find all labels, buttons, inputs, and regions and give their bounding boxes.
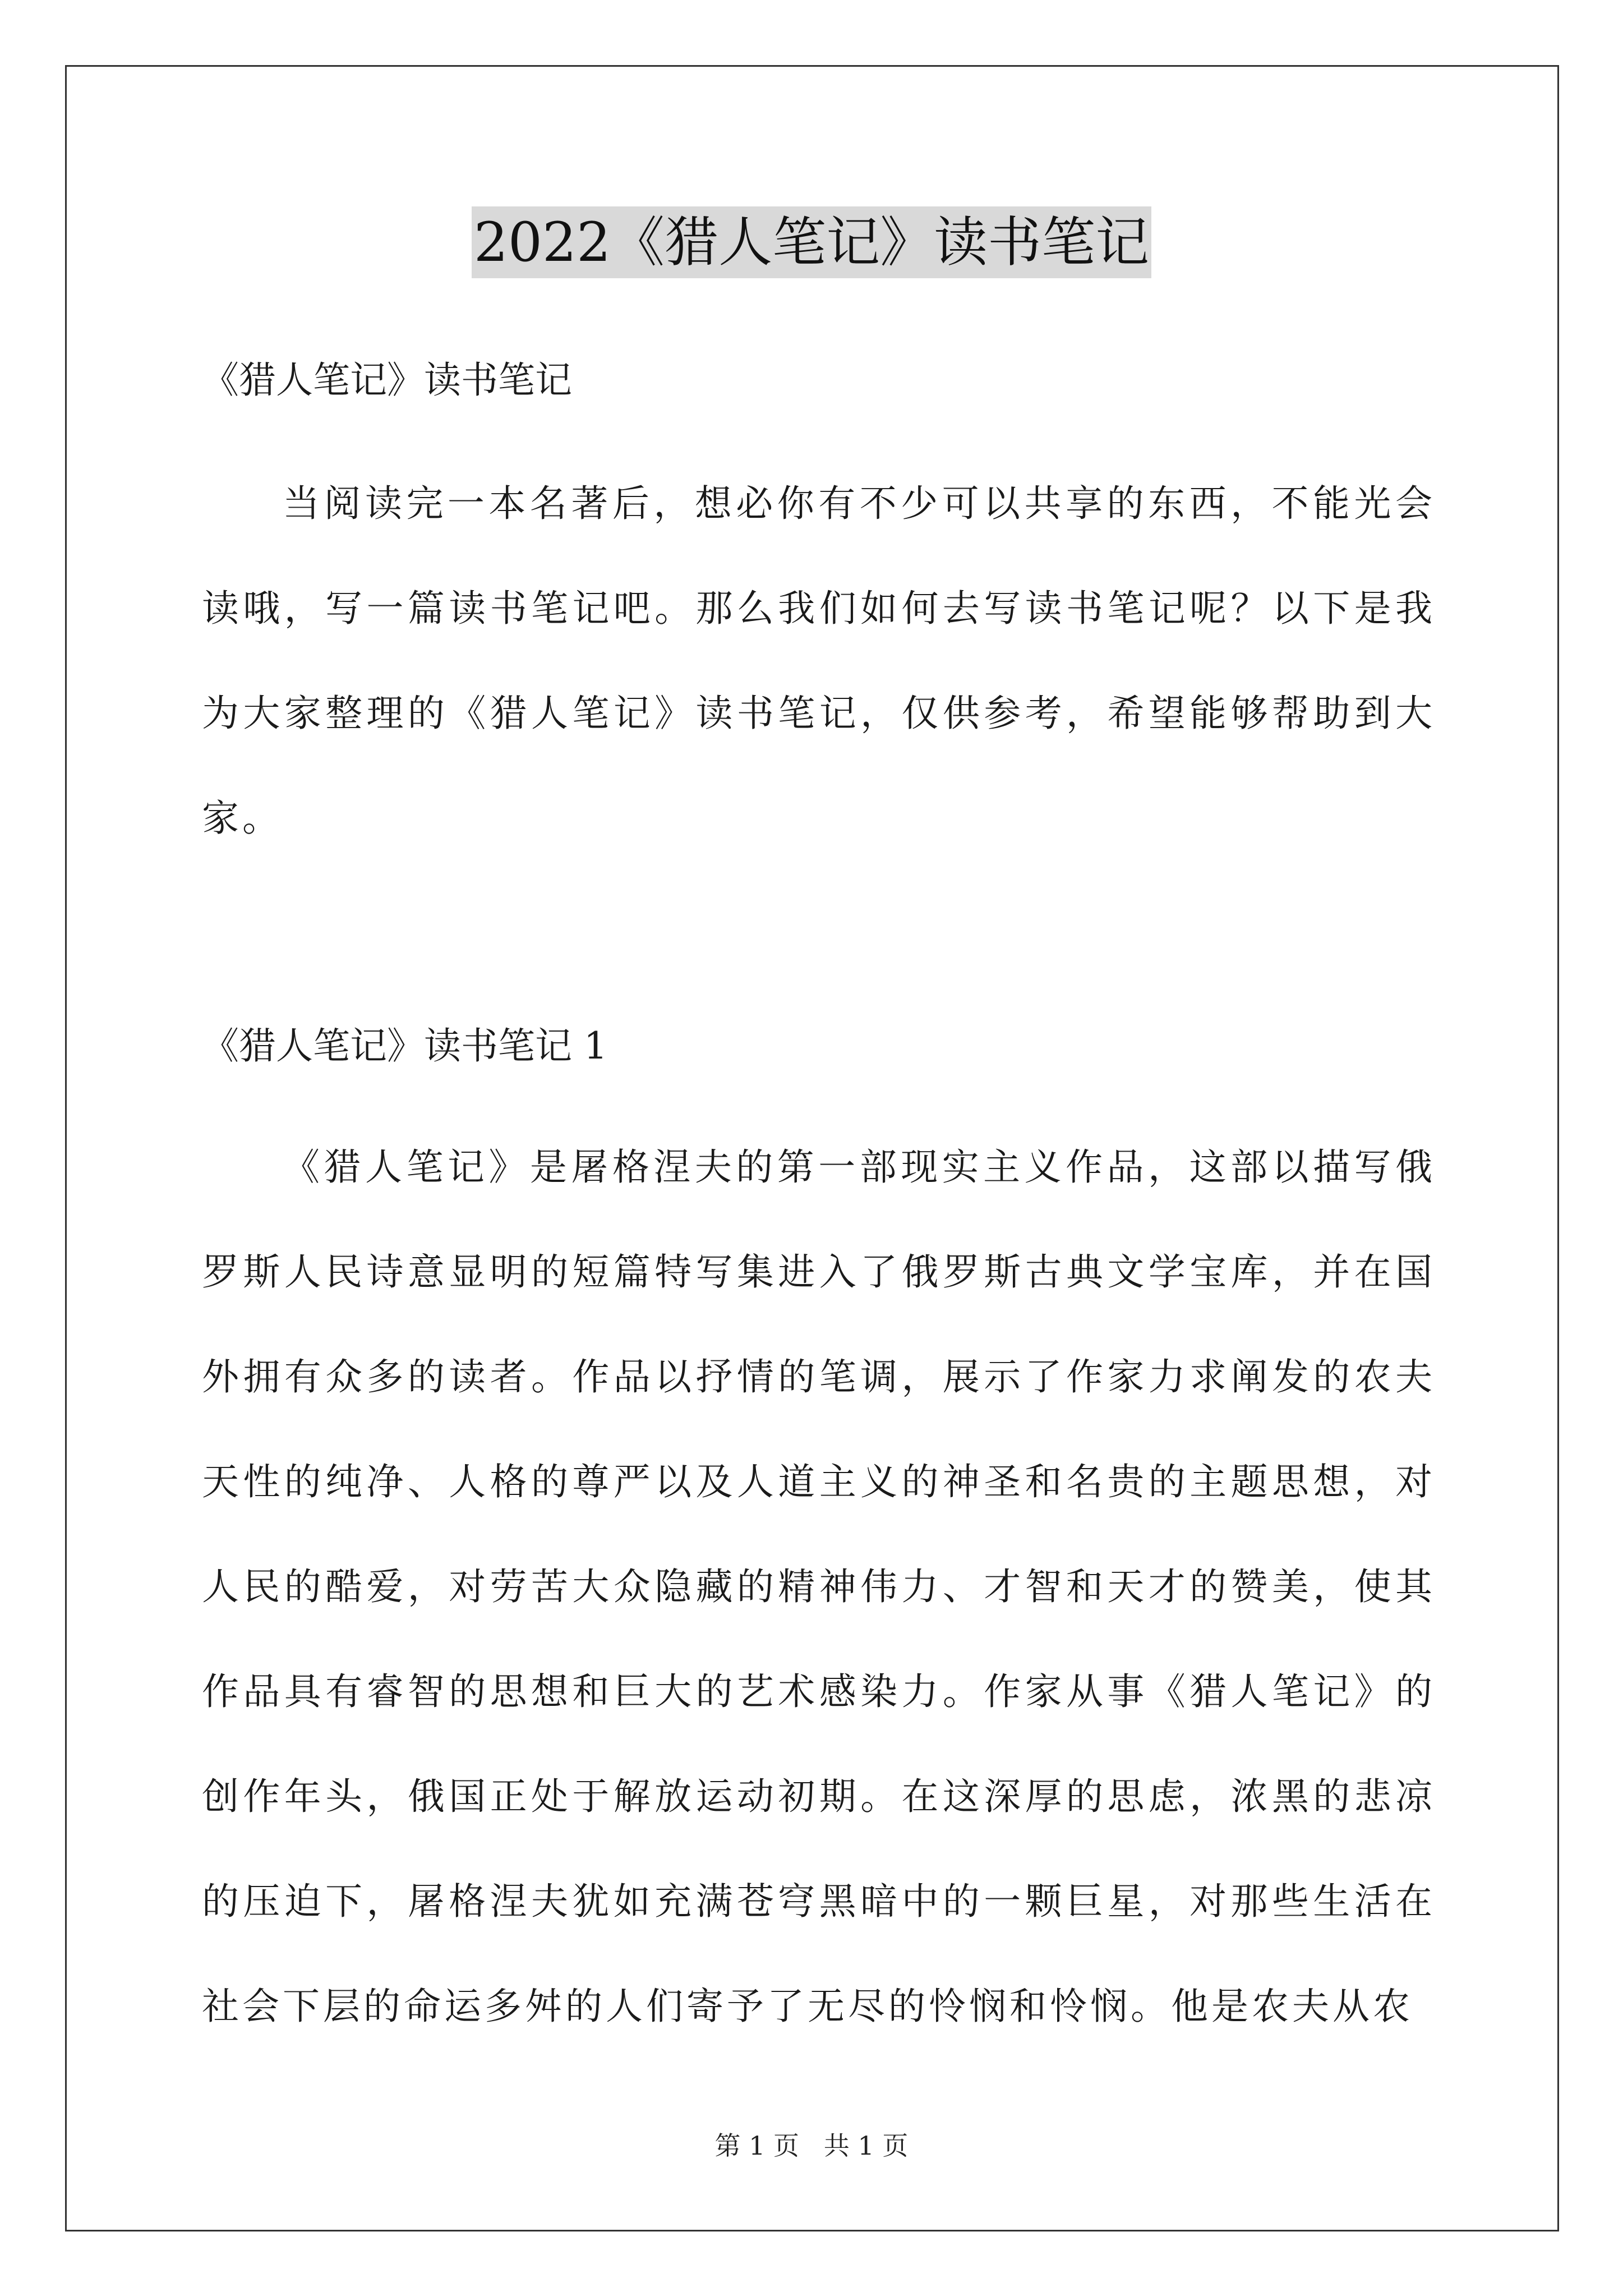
page-footer: 第 1 页 共 1 页 bbox=[714, 2131, 909, 2161]
document-subtitle: 《猎人笔记》读书笔记 bbox=[202, 358, 572, 402]
document-body bbox=[202, 345, 1436, 2059]
document-title: 2022《猎人笔记》读书笔记 bbox=[472, 206, 1151, 278]
intro-paragraph: 当阅读完一本名著后，想必你有不少可以共享的东西，不能光会读哦，写一篇读书笔记吧。那么我们如何去写读书笔记呢？以下是我为大家整理的《猎人笔记》读书笔记，仅供参考，希望能够帮助到大家。 bbox=[202, 482, 1436, 840]
section-heading: 《猎人笔记》读书笔记 1 bbox=[202, 1024, 607, 1068]
title-container bbox=[0, 206, 1623, 278]
section-paragraph: 《猎人笔记》是屠格涅夫的第一部现实主义作品，这部以描写俄罗斯人民诗意显明的短篇特写集进入了俄罗斯古典文学宝库，并在国外拥有众多的读者。作品以抒情的笔调，展示了作家力求阐发的农夫天性的纯净、人格的尊严以及人道主义的神圣和名贵的主题思想，对人民的酷爱，对劳苦大众隐藏的精神伟力、才智和天才的赞美，使其作品具有睿智的思想和巨大的艺术感染力。作家从事《猎人笔记》的创作年头，俄国正处于解放运动初期。在这深厚的思虑，浓黑的悲凉的压迫下，屠格涅夫犹如充满苍穹黑暗中的一颗巨星，对那些生活在社会下层的命运多舛的人们寄予了无尽的怜悯和怜悯。他是农夫从农 bbox=[202, 1145, 1436, 2028]
